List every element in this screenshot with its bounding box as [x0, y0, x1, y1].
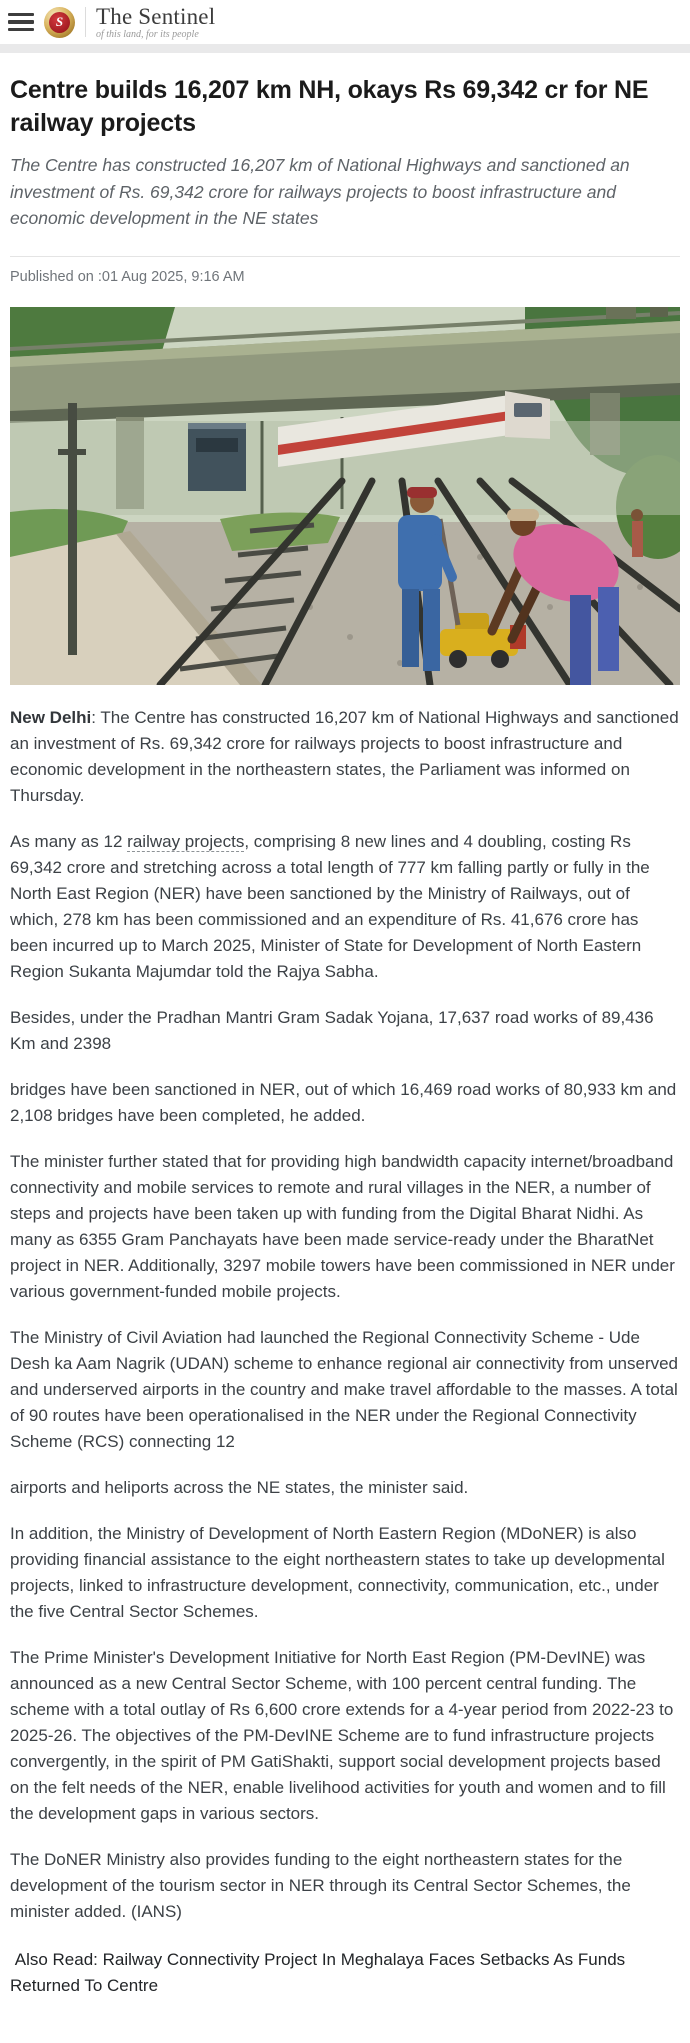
article-paragraph-3: Besides, under the Pradhan Mantri Gram Sadak Yojana, 17,637 road works of 89,436 Km and 2398 [10, 1007, 654, 1053]
article-paragraph-6: The Ministry of Civil Aviation had launched the Regional Connectivity Scheme - Ude Desh ka Aam Nagrik (UDAN) scheme to enhance regional air connectivity from unserved and underserved airports in the country and make travel affordable to the masses. A total of 90 routes have been operationalised in the NER under the Regional Connectivity Scheme (RCS) connecting 12 [10, 1327, 679, 1451]
railway-projects-link[interactable]: railway projects [127, 831, 245, 851]
header-separator [0, 44, 690, 53]
article-paragraph-7: airports and heliports across the NE states, the minister said. [10, 1477, 469, 1497]
brand-title: The Sentinel [96, 3, 216, 29]
also-read-title: Railway Connectivity Project In Meghalaya Faces Setbacks As Funds Returned To Centre [10, 1949, 626, 1995]
also-read-label: Also Read: [14, 1949, 103, 1969]
summary-divider [10, 256, 680, 257]
article-paragraph-4: bridges have been sanctioned in NER, out of which 16,469 road works of 80,933 km and 2,108 bridges have been completed, he added. [10, 1079, 677, 1125]
brand-divider [85, 7, 86, 37]
site-header [0, 0, 690, 44]
published-timestamp: Published on :01 Aug 2025, 9:16 AM [10, 268, 245, 285]
article-paragraph-9: The Prime Minister's Development Initiative for North East Region (PM-DevINE) was announced as a new Central Sector Scheme, with 100 percent central funding. The scheme with a total outlay of Rs 6,600 crore extends for a 4-year period from 2022-23 to 2025-26. The objectives of the PM-DevINE Scheme are to fund infrastructure projects convergently, in the spirit of PM GatiShakti, support social development projects based on the felt needs of the NER, enable livelihood activities for youth and women and to fill the development gaps in various sectors. [10, 1647, 674, 1823]
article-paragraph-10: The DoNER Ministry also provides funding to the eight northeastern states for the development of the tourism sector in NER through its Central Sector Schemes, the minister added. (IANS) [10, 1849, 631, 1921]
brand-tagline: of this land, for its people [96, 28, 199, 40]
hamburger-icon [8, 13, 34, 16]
dateline: New Delhi [10, 707, 92, 727]
sentinel-logo-icon[interactable] [44, 7, 75, 38]
article-content [0, 74, 690, 1999]
article-paragraph-5: The minister further stated that for providing high bandwidth capacity internet/broadband connectivity and mobile services to remote and rural villages in the NER, a number of steps and projects have been taken up with funding from the Digital Bharat Nidhi. As many as 6355 Gram Panchayats have been made service-ready under the BharatNet project in NER. Additionally, 3297 mobile towers have been commissioned in NER under various government-funded mobile projects. [10, 1151, 675, 1301]
brand-home-link[interactable] [96, 5, 215, 40]
article-paragraph-1: New Delhi: The Centre has constructed 16,207 km of National Highways and sanctioned an investment of Rs. 69,342 crore for railways projects to boost infrastructure and economic development in the northeastern states, the Parliament was informed on Thursday. [10, 707, 679, 805]
hero-image [10, 307, 680, 685]
also-read-link[interactable] [10, 1950, 625, 1995]
logo-letter: S [49, 12, 70, 33]
article-summary: The Centre has constructed 16,207 km of National Highways and sanctioned an investment of Rs. 69,342 crore for railways projects to boost infrastructure and economic development in the NE states [10, 155, 630, 229]
menu-button[interactable] [8, 13, 34, 31]
article-paragraph-2: As many as 12 railway projects, comprising 8 new lines and 4 doubling, costing Rs 69,342 crore and stretching across a total length of 777 km falling partly or fully in the North East Region (NER) have been sanctioned by the Ministry of Railways, out of which, 278 km has been commissioned and an expenditure of Rs. 41,676 crore has been incurred up to March 2025, Minister of State for Development of North Eastern Region Sukanta Majumdar told the Rajya Sabha. [10, 831, 650, 981]
page-title: Centre builds 16,207 km NH, okays Rs 69,342 cr for NE railway projects [10, 76, 649, 137]
also-read [10, 1947, 680, 1999]
article-paragraph-8: In addition, the Ministry of Development of North Eastern Region (MDoNER) is also providing financial assistance to the eight northeastern states to take up developmental projects, linked to infrastructure development, connectivity, communication, etc., under the five Central Sector Schemes. [10, 1523, 665, 1621]
